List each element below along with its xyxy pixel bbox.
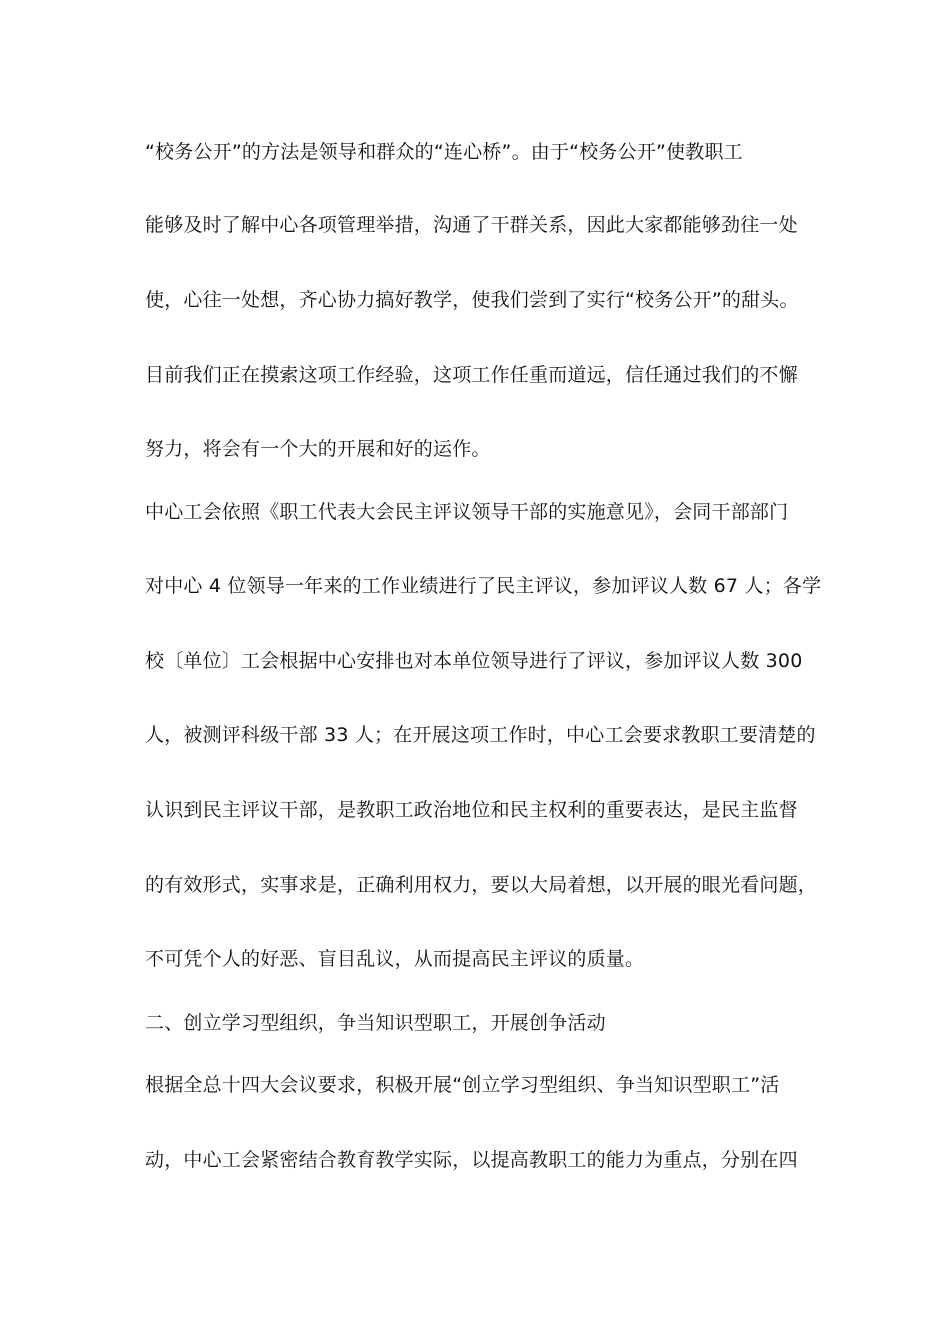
text-line: 动，中心工会紧密结合教育教学实际，以提高教职工的能力为重点，分别在四 [145,1149,798,1171]
text-line: 不可凭个人的好恶、盲目乱议，从而提高民主评议的质量。 [145,948,645,970]
text-line: “校务公开”的方法是领导和群众的“连心桥”。由于“校务公开”使教职工 [145,141,743,163]
text-line: 校〔单位〕工会根据中心安排也对本单位领导进行了评议，参加评议人数 300 [145,650,803,672]
text-line: 中心工会依照《职工代表大会民主评议领导干部的实施意见》，会同干部部门 [145,501,789,523]
text-line: 的有效形式，实事求是，正确利用权力，要以大局着想，以开展的眼光看问题， [145,874,818,896]
text-line: 对中心 4 位领导一年来的工作业绩进行了民主评议，参加评议人数 67 人；各学 [145,575,822,597]
text-line: 认识到民主评议干部，是教职工政治地位和民主权利的重要表达，是民主监督 [145,799,798,821]
text-line: 人，被测评科级干部 33 人；在开展这项工作时，中心工会要求教职工要清楚的 [145,724,816,746]
text-line: 使，心往一处想，齐心协力搞好教学，使我们尝到了实行“校务公开”的甜头。 [145,289,799,311]
text-line: 目前我们正在摸索这项工作经验，这项工作任重而道远，信任通过我们的不懈 [145,364,798,386]
section-heading: 二、创立学习型组织，争当知识型职工，开展创争活动 [145,1012,606,1034]
text-line: 根据全总十四大会议要求，积极开展“创立学习型组织、争当知识型职工”活 [145,1074,780,1096]
text-line: 努力，将会有一个大的开展和好的运作。 [145,438,491,460]
text-line: 能够及时了解中心各项管理举措，沟通了干群关系，因此大家都能够劲往一处 [145,214,798,236]
